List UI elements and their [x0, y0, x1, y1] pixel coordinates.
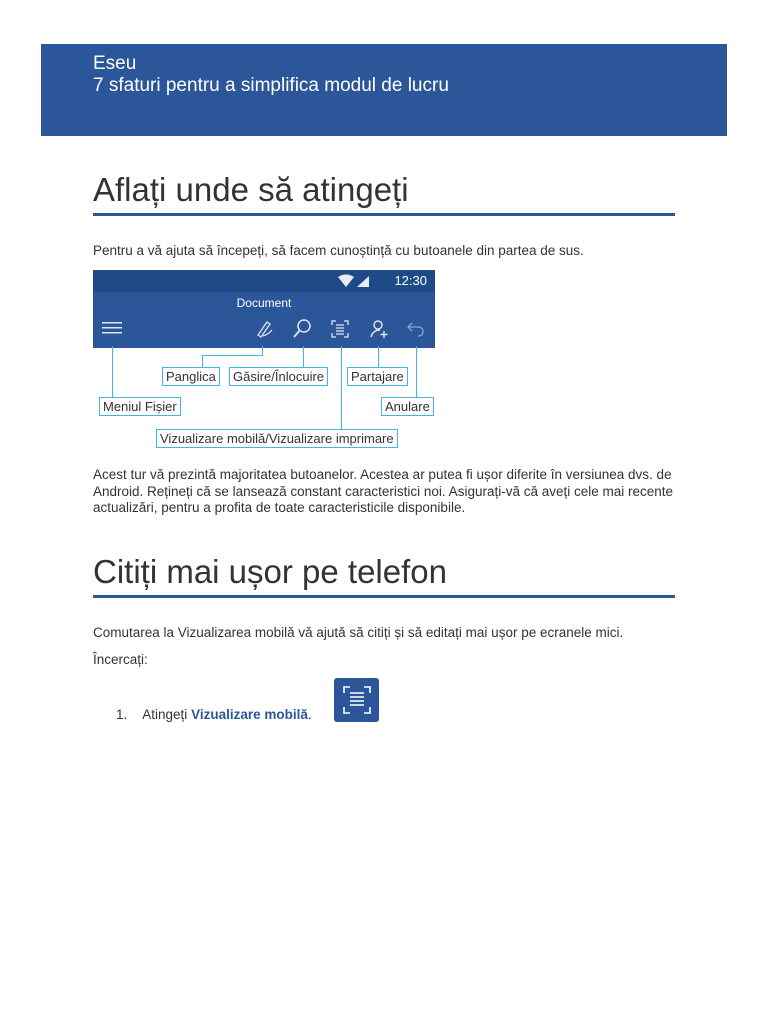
callout-share: Partajare [347, 367, 408, 386]
header-banner [41, 44, 727, 136]
step-suffix: . [307, 707, 312, 722]
callout-find-replace: Găsire/Înlocuire [229, 367, 328, 386]
share-person-icon [369, 319, 389, 339]
mobile-view-button-image [334, 678, 379, 722]
menu-icon [102, 321, 124, 335]
connector-line [341, 346, 342, 429]
step-prefix: Atingeți [142, 707, 192, 722]
list-number: 1. [116, 707, 128, 722]
signal-icon [337, 274, 371, 288]
ribbon-pen-icon [255, 319, 275, 339]
section-heading-1: Aflați unde să atingeți [93, 170, 675, 216]
section2-intro: Comutarea la Vizualizarea mobilă vă ajută să citiți și să editați mai ușor pe ecranele mici. [93, 625, 624, 640]
list-item [116, 707, 312, 722]
callout-undo: Anulare [381, 397, 434, 416]
try-label: Încercați: [93, 652, 148, 667]
section1-intro: Pentru a vă ajuta să începeți, să facem cunoștință cu butoanele din partea de sus. [93, 243, 584, 258]
section-heading-2: Citiți mai ușor pe telefon [93, 552, 675, 598]
callout-file-menu: Meniul Fișier [99, 397, 181, 416]
connector-line [202, 355, 263, 356]
connector-line [416, 346, 417, 397]
status-time: 12:30 [394, 273, 427, 288]
status-bar [93, 270, 435, 292]
app-document-title: Document [236, 296, 292, 310]
mobile-view-icon [331, 320, 349, 338]
mobile-view-icon [343, 686, 371, 714]
section1-body: Acest tur vă prezintă majoritatea butoanelor. Acestea ar putea fi ușor diferite în versiunea dvs. de Android. Rețineți că se lansează constant caracteristici noi. Asigurați-vă că aveți cele mai recente actualizări, pentru a profita de toate caracteristicile disponibile. [93, 467, 674, 515]
callout-ribbon: Panglica [162, 367, 220, 386]
document-title: 7 sfaturi pentru a simplifica modul de lucru [93, 75, 449, 96]
connector-line [112, 346, 113, 397]
mobile-view-link[interactable]: Vizualizare mobilă [191, 707, 308, 722]
app-toolbar-screenshot [93, 270, 435, 348]
document-type: Eseu [93, 53, 137, 74]
undo-icon [407, 321, 425, 337]
connector-line [303, 346, 304, 368]
connector-line [378, 346, 379, 368]
search-icon [292, 318, 314, 340]
callout-mobile-print-view: Vizualizare mobilă/Vizualizare imprimare [156, 429, 398, 448]
